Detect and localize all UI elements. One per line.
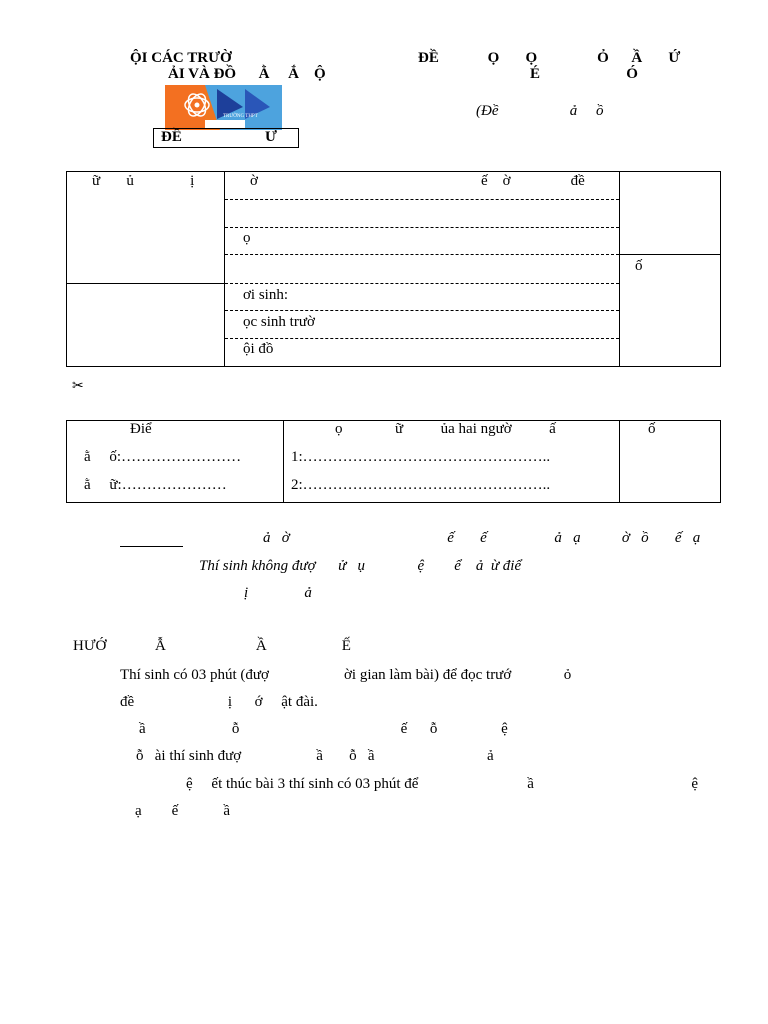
instruction-line-1: Thí sinh có 03 phút (đượ ời gian làm bài) để đọc trướ ỏ [120,667,572,683]
instruction-line-6: ạ ế ầ [135,803,230,819]
exam-code-value: Ư [265,129,277,145]
examiner-2-line: 2:………………………………………….. [291,477,551,493]
note-line-2: Thí sinh không đượ ử ụ ệ ể ả ừ điể [199,558,522,574]
school-label: ọc sinh trườ [243,314,315,330]
score-in-words: ằ ữ:………………… [84,477,227,493]
score-header: Điể [130,421,152,437]
instruction-line-5: ệ ết thúc bài 3 thí sinh có 03 phút để ầ ệ [186,776,699,792]
note-line-3: ị ả [244,585,312,601]
examiner-signature-label: ữ ủ ị [92,173,195,189]
score-in-numbers: ằ ố:…………………… [84,449,242,465]
birthplace-label: ơi sinh: [243,287,289,303]
instruction-line-4: ỗ ài thí sinh đượ ầ ỗ ầ ả [136,748,494,764]
exam-time-label: ế ờ đề [481,173,585,189]
exam-council-label: ội đồ [243,341,274,357]
exam-date-label: ờ [250,173,258,189]
exam-title-line-2: É Ó [530,66,638,82]
candidate-number-header: ố [648,421,656,437]
instructions-heading: HƯỚ Ẫ Ầ Ế [73,638,351,654]
candidate-number-label: ố [635,258,643,274]
instruction-line-2: đề ị ớ ật đài. [120,694,318,710]
note-underline [120,546,183,547]
scissors-icon: ✂ [72,379,84,394]
examiners-header: ọ ữ ủa hai ngườ ấ [335,421,556,437]
exam-code-box [153,128,299,148]
exam-title-line-1: ĐỀ Ọ Ọ Ỏ Ầ Ứ [418,50,681,66]
organizer-line-2: ẢI VÀ ĐỒ Ằ Ắ Ộ [168,66,326,82]
examiner-1-line: 1:………………………………………….. [291,449,551,465]
full-name-label: ọ [243,230,251,246]
note-line-1: ả ờ ế ế ả ạ ờ ồ ế ạ [263,530,701,546]
exam-code-label: ĐỀ [161,129,182,145]
school-logo [165,85,282,130]
logo-caption: TRƯỜNG THPT [223,114,258,119]
exam-note: (Đề ả ồ [476,103,604,119]
organizer-line-1: ỘI CÁC TRƯỜ [130,50,232,66]
instruction-line-3: ầ ỗ ế ỗ ệ [139,721,508,737]
